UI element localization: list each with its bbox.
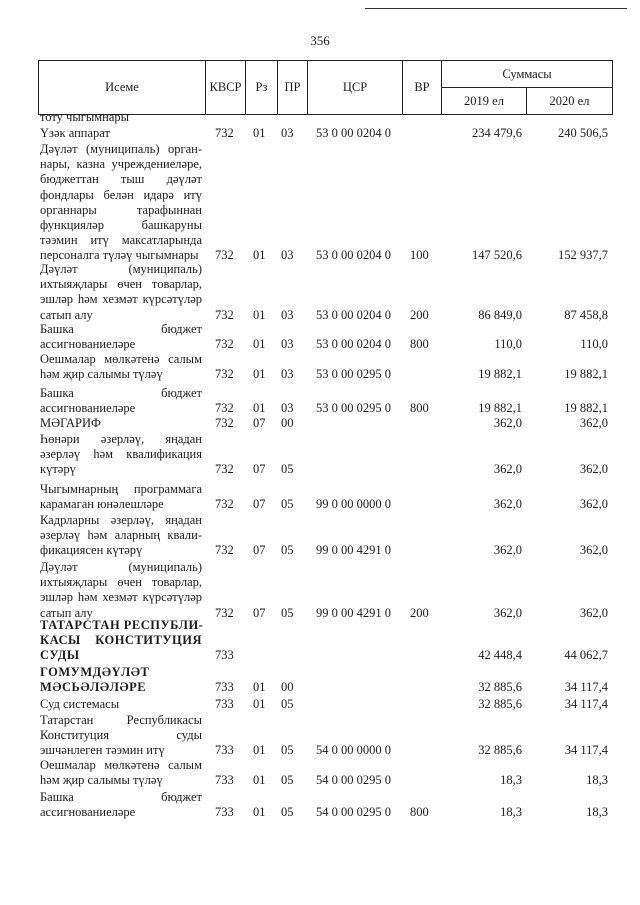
cell-kvsr: 733	[215, 743, 234, 758]
cell-pr: 05	[281, 697, 294, 711]
row-name-line: ГОМУМДӘҮЛӘТ	[40, 665, 150, 679]
cell-vr: 800	[410, 401, 429, 416]
row-name-line: һәм җир салымы түләү	[40, 773, 163, 788]
row-name-line: карамаган юнәлешләре	[40, 497, 164, 512]
cell-kvsr: 732	[215, 462, 234, 477]
row-name-line: сатып алу	[40, 307, 93, 322]
cell-sum-2020: 34 117,4	[564, 680, 608, 695]
cell-pr: 05	[281, 497, 294, 512]
row-name-line: функцияләр башкаруны	[40, 218, 202, 232]
row-name-line: һәм җир салымы түләү	[40, 367, 163, 382]
row-name-line: күтәрү	[40, 462, 76, 477]
cell-sum-2019: 234 479,6	[472, 126, 522, 140]
row-name-line: әзерләү һәм квалификация	[40, 447, 202, 462]
row-name-line: ТАТАРСТАН РЕСПУБЛИ-	[40, 618, 204, 632]
cell-kvsr: 733	[215, 805, 234, 820]
cell-csr: 53 0 00 0204 0	[316, 307, 391, 322]
header-name: Исеме	[105, 80, 139, 94]
cell-pr: 05	[281, 743, 294, 758]
cell-csr: 54 0 00 0295 0	[316, 773, 391, 788]
cell-pr: 03	[281, 126, 294, 140]
cell-sum-2019: 362,0	[493, 605, 522, 620]
cell-pr: 00	[281, 416, 294, 430]
cell-rz: 01	[253, 126, 266, 140]
cell-sum-2019: 19 882,1	[478, 401, 522, 416]
row-name-line: Кадрларны әзерләү, яңадан	[40, 513, 202, 527]
cell-sum-2020: 362,0	[579, 497, 608, 512]
cell-rz: 07	[253, 543, 266, 558]
cell-kvsr: 732	[215, 367, 234, 382]
cell-pr: 03	[281, 401, 294, 416]
cell-csr: 53 0 00 0204 0	[316, 337, 391, 352]
cell-sum-2019: 362,0	[493, 416, 522, 430]
row-name-line: персоналга түләү чыгымнары	[40, 248, 199, 263]
row-name-line: тәэмин итү максатларында	[40, 233, 202, 248]
row-name-line: бюджеттан тыш дәүләт	[40, 172, 202, 187]
cell-pr: 05	[281, 543, 294, 558]
row-name-line: органнары тарафыннан	[40, 202, 202, 217]
cell-pr: 00	[281, 680, 294, 695]
cell-sum-2019: 362,0	[493, 462, 522, 477]
row-name-line: эшчәнлеген тәэмин итү	[40, 743, 165, 758]
cell-kvsr: 732	[215, 543, 234, 558]
cell-sum-2020: 362,0	[579, 543, 608, 558]
cell-sum-2019: 86 849,0	[478, 307, 522, 322]
cell-rz: 07	[253, 497, 266, 512]
cell-pr: 05	[281, 605, 294, 620]
cell-vr: 800	[410, 337, 429, 352]
cell-pr: 03	[281, 367, 294, 382]
cell-kvsr: 732	[215, 401, 234, 416]
cell-sum-2019: 362,0	[493, 497, 522, 512]
cell-rz: 07	[253, 416, 266, 430]
header-csr: ЦСР	[307, 61, 402, 114]
cell-kvsr: 732	[215, 497, 234, 512]
cell-sum-2020: 18,3	[586, 805, 608, 820]
cell-pr: 03	[281, 337, 294, 352]
cell-sum-2019: 42 448,4	[478, 648, 522, 663]
row-name-line: ассигнованиеләре	[40, 337, 136, 352]
cell-rz: 01	[253, 401, 266, 416]
cell-kvsr: 732	[215, 416, 234, 430]
row-name-line: Башка бюджет	[40, 386, 202, 400]
cell-rz: 07	[253, 462, 266, 477]
cell-pr: 05	[281, 462, 294, 477]
row-name-line: Дәүләт (муниципаль)	[40, 262, 202, 276]
header-vr: ВР	[402, 61, 441, 114]
row-name-line: тоту чыгымнары	[40, 110, 130, 124]
top-rule	[365, 8, 627, 9]
cell-rz: 01	[253, 743, 266, 758]
cell-csr: 53 0 00 0295 0	[316, 401, 391, 416]
row-name-line: Үзәк аппарат	[40, 126, 110, 140]
cell-sum-2020: 18,3	[586, 773, 608, 788]
cell-kvsr: 732	[215, 307, 234, 322]
cell-kvsr: 733	[215, 680, 234, 695]
cell-csr: 99 0 00 4291 0	[316, 605, 391, 620]
cell-sum-2019: 18,3	[500, 805, 522, 820]
cell-rz: 01	[253, 697, 266, 711]
row-name-line: Конституция суды	[40, 728, 202, 743]
row-name-line: ассигнованиеләре	[40, 805, 136, 820]
row-name-line: Дәүләт (муниципаль)	[40, 560, 202, 574]
cell-kvsr: 733	[215, 773, 234, 788]
cell-pr: 05	[281, 805, 294, 820]
cell-pr: 03	[281, 248, 294, 263]
row-name-line: әзерләү һәм аларның квали-	[40, 528, 202, 543]
row-name-line: СУДЫ	[40, 648, 80, 663]
cell-sum-2020: 240 506,5	[558, 126, 608, 140]
row-name-line: ихтыяҗлары өчен товарлар,	[40, 575, 202, 590]
row-name-line: ихтыяҗлары өчен товарлар,	[40, 277, 202, 292]
cell-sum-2020: 19 882,1	[564, 367, 608, 382]
cell-sum-2019: 147 520,6	[472, 248, 522, 263]
cell-csr: 53 0 00 0295 0	[316, 367, 391, 382]
row-name-line: Суд системасы	[40, 697, 120, 711]
cell-kvsr: 732	[215, 337, 234, 352]
cell-vr: 200	[410, 605, 429, 620]
cell-sum-2019: 32 885,6	[478, 697, 522, 711]
cell-sum-2019: 18,3	[500, 773, 522, 788]
header-sums: Суммасы	[441, 61, 612, 87]
cell-csr: 54 0 00 0000 0	[316, 743, 391, 758]
row-name-line: эшләр һәм хезмәт күрсәтүләр	[40, 292, 202, 307]
header-kvsr: КВСР	[205, 61, 245, 114]
row-name-line: Башка бюджет	[40, 790, 202, 804]
cell-sum-2019: 32 885,6	[478, 680, 522, 695]
cell-sum-2019: 110,0	[494, 337, 522, 352]
cell-rz: 01	[253, 367, 266, 382]
row-name-line: МӘСЬӘЛӘЛӘРЕ	[40, 680, 147, 695]
cell-rz: 01	[253, 307, 266, 322]
page-number: 356	[310, 33, 330, 48]
header-year-2020: 2020 ел	[526, 87, 612, 115]
cell-sum-2020: 34 117,4	[564, 743, 608, 758]
cell-rz: 07	[253, 605, 266, 620]
row-name-line: Татарстан Республикасы	[40, 713, 202, 727]
cell-sum-2019: 19 882,1	[478, 367, 522, 382]
row-name-line: сатып алу	[40, 605, 93, 620]
row-name-line: Башка бюджет	[40, 322, 202, 336]
cell-kvsr: 733	[215, 697, 234, 711]
row-name-line: эшләр һәм хезмәт күрсәтүләр	[40, 590, 202, 605]
row-name-line: ассигнованиеләре	[40, 401, 136, 416]
cell-csr: 53 0 00 0204 0	[316, 126, 391, 140]
cell-rz: 01	[253, 680, 266, 695]
row-name-line: нары, казна учреждениеләре,	[40, 157, 202, 172]
cell-sum-2020: 19 882,1	[564, 401, 608, 416]
cell-csr: 53 0 00 0204 0	[316, 248, 391, 263]
cell-sum-2020: 362,0	[579, 462, 608, 477]
table-header	[38, 60, 613, 115]
cell-pr: 03	[281, 307, 294, 322]
cell-vr: 100	[410, 248, 429, 263]
cell-sum-2020: 362,0	[579, 416, 608, 430]
row-name-line: Чыгымнарның программага	[40, 482, 202, 496]
cell-csr: 54 0 00 0295 0	[316, 805, 391, 820]
cell-kvsr: 732	[215, 605, 234, 620]
cell-sum-2019: 362,0	[493, 543, 522, 558]
cell-kvsr: 732	[215, 126, 234, 140]
row-name-line: Һөнәри әзерләү, яңадан	[40, 432, 202, 446]
header-year-2019: 2019 ел	[441, 87, 526, 115]
header-rz: Рз	[245, 61, 277, 114]
cell-sum-2020: 44 062,7	[564, 648, 608, 663]
row-name-line: Дәүләт (муниципаль) орган-	[40, 142, 202, 156]
header-pr: ПР	[277, 61, 307, 114]
row-name-line: фикациясен күтәрү	[40, 543, 143, 558]
cell-kvsr: 732	[215, 248, 234, 263]
cell-sum-2019: 32 885,6	[478, 743, 522, 758]
cell-sum-2020: 110,0	[580, 337, 608, 352]
row-name-line: МӘГАРИФ	[40, 416, 101, 430]
cell-sum-2020: 362,0	[579, 605, 608, 620]
cell-kvsr: 733	[215, 648, 234, 663]
cell-pr: 05	[281, 773, 294, 788]
cell-sum-2020: 34 117,4	[564, 697, 608, 711]
cell-sum-2020: 152 937,7	[558, 248, 608, 263]
cell-rz: 01	[253, 248, 266, 263]
cell-vr: 200	[410, 307, 429, 322]
row-name-line: Оешмалар мөлкәтенә салым	[40, 352, 202, 366]
cell-csr: 99 0 00 4291 0	[316, 543, 391, 558]
cell-csr: 99 0 00 0000 0	[316, 497, 391, 512]
row-name-line: Оешмалар мөлкәтенә салым	[40, 758, 202, 772]
cell-rz: 01	[253, 337, 266, 352]
row-name-line: КАСЫ КОНСТИТУЦИЯ	[40, 633, 202, 648]
cell-sum-2020: 87 458,8	[564, 307, 608, 322]
cell-vr: 800	[410, 805, 429, 820]
cell-rz: 01	[253, 805, 266, 820]
cell-rz: 01	[253, 773, 266, 788]
row-name-line: фондлары белән идарә итү	[40, 187, 202, 202]
